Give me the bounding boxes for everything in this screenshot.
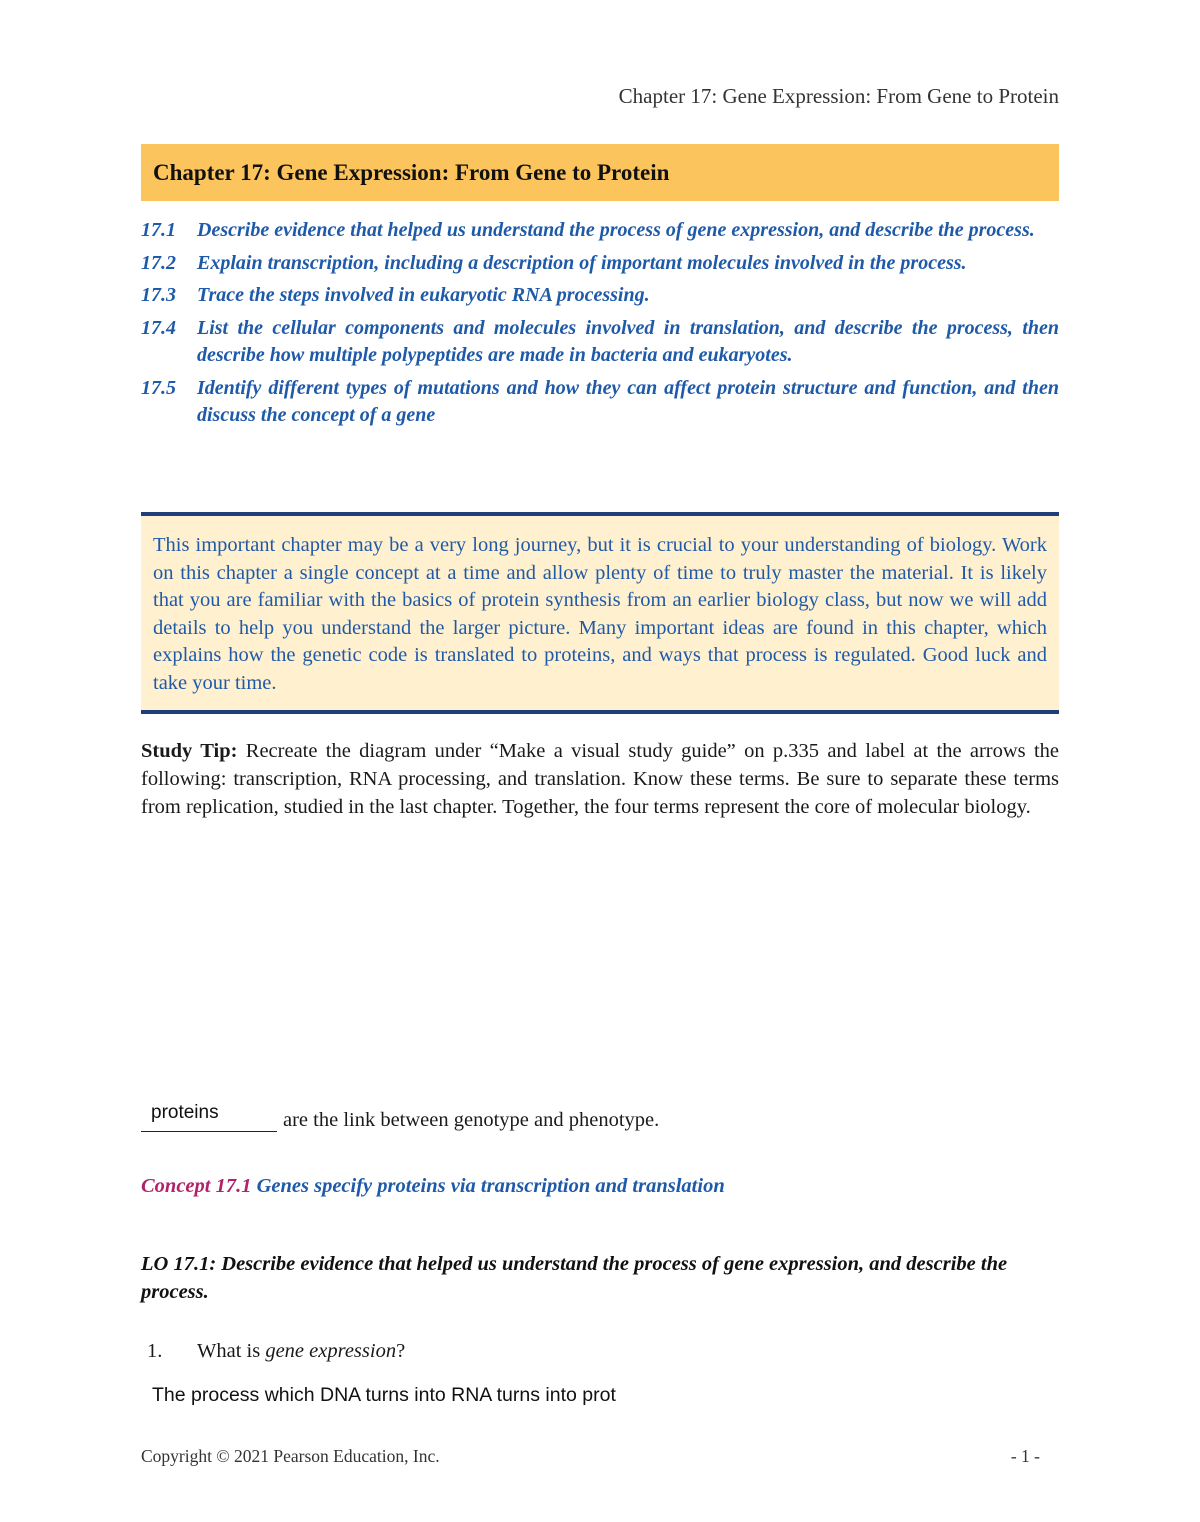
learning-objective: LO 17.1: Describe evidence that helped us understand the process of gene expression, and describe the process. [141, 1253, 1008, 1303]
objective-item [141, 250, 1059, 278]
question-prefix: What is [197, 1340, 266, 1362]
objective-number: 17.5 [141, 376, 176, 399]
concept-heading [141, 1175, 1059, 1198]
question-1-answer[interactable]: The process which DNA turns into RNA turns into prot [152, 1384, 616, 1406]
objective-text: List the cellular components and molecules involved in translation, and describe the process, then describe how multiple polypeptides are made in bacteria and eukaryotes. [197, 316, 1059, 366]
fill-in-answer: proteins [151, 1102, 219, 1123]
concept-text: Genes specify proteins via transcription and translation [256, 1175, 725, 1197]
question-1 [147, 1340, 405, 1363]
objective-text: Describe evidence that helped us understand the process of gene expression, and describe the process. [197, 219, 1035, 241]
objective-item [141, 375, 1059, 430]
chapter-title-bar [141, 144, 1059, 201]
objectives-list [141, 217, 1059, 435]
objective-text: Explain transcription, including a description of important molecules involved in the process. [197, 251, 967, 274]
objective-number: 17.1 [141, 219, 176, 241]
objective-number: 17.3 [141, 284, 176, 306]
fill-in-sentence [141, 1102, 1059, 1132]
footer-copyright: Copyright © 2021 Pearson Education, Inc. [141, 1446, 440, 1466]
objective-number: 17.2 [141, 251, 176, 274]
intro-callout-box [141, 512, 1059, 714]
concept-label: Concept 17.1 [141, 1175, 252, 1197]
study-tip-text: Recreate the diagram under “Make a visual study guide” on p.335 and label at the arrows the following: transcription, RNA processing, and translation. Know these terms. Be sure to separate these terms from replication, studied in the last chapter. Together, the four terms represent the core of molecular biology. [141, 740, 1060, 818]
objective-item [141, 217, 1059, 245]
running-header: Chapter 17: Gene Expression: From Gene to Protein [618, 84, 1059, 108]
objective-text: Identify different types of mutations and how they can affect protein structure and function, and then discuss the concept of a gene [197, 376, 1059, 426]
objective-item [141, 315, 1059, 370]
question-term: gene expression [265, 1340, 397, 1362]
chapter-title: Chapter 17: Gene Expression: From Gene to Protein [153, 159, 670, 185]
objective-text: Trace the steps involved in eukaryotic RNA processing. [197, 284, 650, 306]
study-tip-label: Study Tip: [141, 740, 238, 762]
objective-number: 17.4 [141, 316, 176, 339]
question-suffix: ? [396, 1340, 406, 1362]
study-tip [141, 737, 1059, 821]
footer-page-number: - 1 - [1010, 1446, 1040, 1466]
fill-in-rest: are the link between genotype and phenotype. [283, 1109, 660, 1131]
question-number: 1. [147, 1340, 163, 1362]
fill-in-blank[interactable] [141, 1102, 277, 1132]
objective-item [141, 282, 1059, 310]
intro-text: This important chapter may be a very long journey, but it is crucial to your understanding of biology. Work on this chapter a single concept at a time and allow plenty of time to truly master the material. It is likely that you are familiar with the basics of protein synthesis from an earlier biology class, but now we will add details to help you understand the larger picture. Many important ideas are found in this chapter, which explains how the genetic code is translated to proteins, and ways that process is regulated. Good luck and take your time. [153, 534, 1047, 694]
